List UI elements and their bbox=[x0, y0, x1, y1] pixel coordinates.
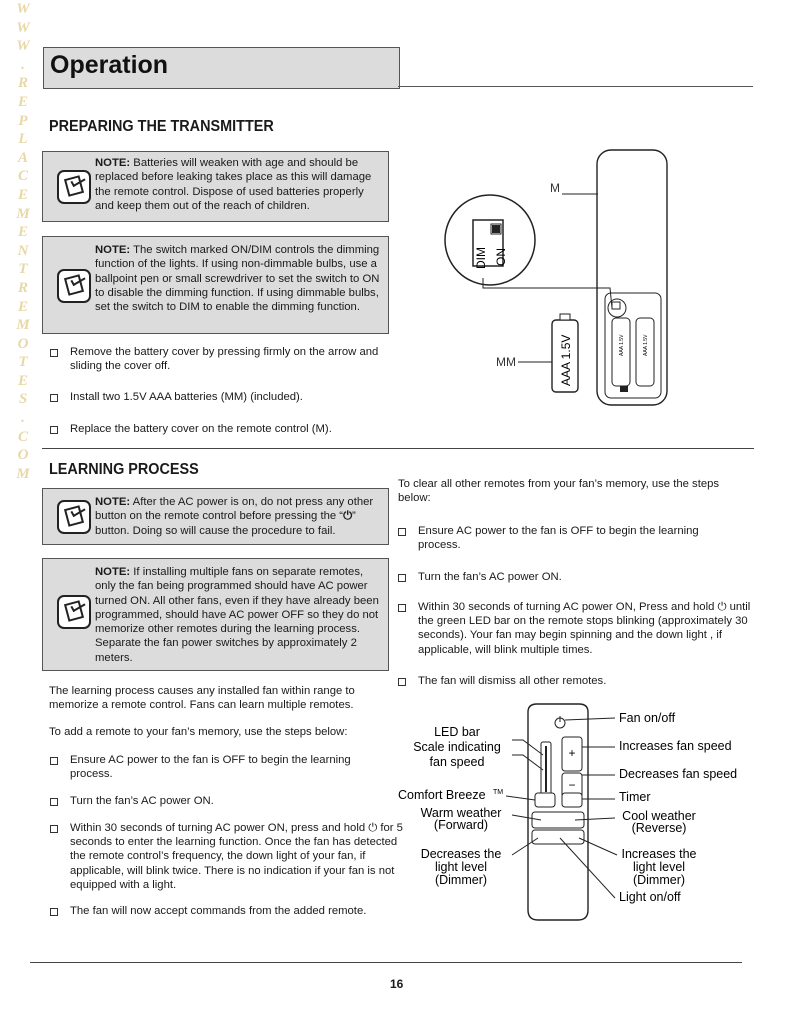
watermark-letter: E bbox=[17, 372, 28, 389]
watermark-letter: L bbox=[18, 131, 28, 148]
note-ac-power: NOTE: After the AC power is on, do not press any other button on the remote control before pressing the “⏻” button. Doing so will cause the procedure to fail. bbox=[42, 488, 389, 545]
label-cool-weather: Cool weather bbox=[622, 809, 696, 823]
watermark-letter: C bbox=[17, 168, 28, 185]
label-m: M bbox=[550, 181, 560, 195]
step-replace-cover: Replace the battery cover on the remote control (M). bbox=[50, 422, 410, 436]
footer-rule bbox=[30, 962, 742, 963]
label-timer: Timer bbox=[619, 790, 651, 804]
watermark-letter: . bbox=[21, 410, 25, 427]
clear-step-1: Ensure AC power to the fan is OFF to begin the learning process. bbox=[398, 524, 738, 552]
clear-step-2: Turn the fan’s AC power ON. bbox=[398, 570, 738, 584]
add-step-3: Within 30 seconds of turning AC power ON, press and hold ⏻ for 5 seconds to enter the learning function. Once the fan has detected the remote control’s frequency, the down light of your fan, if applicable, will blink twice. There is no indication if your fan is not equipped with a light. bbox=[50, 821, 412, 892]
watermark-letter: W bbox=[16, 1, 30, 17]
svg-text:−: − bbox=[568, 778, 576, 792]
watermark-letter: T bbox=[18, 354, 28, 371]
battery-small-label: AAA 1.5V bbox=[643, 334, 649, 356]
clear-step-4: The fan will dismiss all other remotes. bbox=[398, 674, 738, 688]
note-icon bbox=[57, 500, 91, 534]
clear-remotes-intro: To clear all other remotes from your fan’s memory, use the steps below: bbox=[398, 478, 720, 505]
label-inc-speed: Increases fan speed bbox=[619, 739, 732, 753]
label-comfort-tm: TM bbox=[493, 789, 504, 796]
label-led-bar: LED bar bbox=[434, 725, 480, 739]
watermark-letter: A bbox=[17, 149, 28, 166]
add-step-2: Turn the fan’s AC power ON. bbox=[50, 794, 390, 808]
switch-on-label: ON bbox=[494, 248, 508, 266]
label-mm: MM bbox=[496, 355, 516, 369]
note-multiple-fans: NOTE: If installing multiple fans on separate remotes, only the fan being programmed should have AC power turned ON. All other fans, even if they have already been programmed, should have AC power OFF so they do not memorize other remotes during the learning process. Separate the fan power switches by approximately 2 meters. bbox=[42, 558, 389, 671]
step-remove-cover: Remove the battery cover by pressing firmly on the arrow and sliding the cover off. bbox=[50, 345, 410, 373]
watermark-letter: N bbox=[17, 242, 29, 259]
label-light-onoff: Light on/off bbox=[619, 890, 681, 904]
label-inc-light-3: (Dimmer) bbox=[632, 873, 686, 887]
note-dim-switch: NOTE: The switch marked ON/DIM controls the dimming function of the lights. If using non-dimmable bulbs, use a ballpoint pen or small screwdriver to set the switch to ON to disable the dimming function. If using dimmable bulbs, set the switch to DIM to enable the dimming function. bbox=[42, 236, 389, 334]
label-dec-light-3: (Dimmer) bbox=[434, 873, 488, 887]
label-cool-reverse: (Reverse) bbox=[631, 821, 687, 835]
label-warm-weather: Warm weather bbox=[420, 806, 502, 820]
watermark-letter: M bbox=[16, 317, 30, 334]
label-dec-light-2: light level bbox=[434, 860, 488, 874]
page-title: Operation bbox=[50, 51, 169, 79]
battery-label: AAA 1.5V bbox=[559, 334, 573, 386]
header-rule bbox=[398, 86, 753, 87]
section-heading-learning: LEARNING PROCESS bbox=[49, 461, 199, 478]
label-inc-light-2: light level bbox=[632, 860, 686, 874]
watermark-letter: O bbox=[17, 447, 29, 464]
watermark-letter: . bbox=[21, 56, 25, 73]
watermark-letter: W bbox=[16, 19, 30, 36]
step-install-batteries: Install two 1.5V AAA batteries (MM) (included). bbox=[50, 390, 410, 404]
section-heading-preparing: PREPARING THE TRANSMITTER bbox=[49, 118, 274, 135]
watermark-letter: S bbox=[18, 391, 28, 408]
battery-small-label: AAA 1.5V bbox=[619, 334, 625, 356]
watermark-letter: E bbox=[17, 93, 28, 110]
note-icon bbox=[57, 170, 91, 204]
watermark-letter: C bbox=[17, 428, 28, 445]
label-dec-speed: Decreases fan speed bbox=[619, 767, 738, 781]
switch-dim-label: DIM bbox=[474, 247, 488, 269]
watermark-letter: M bbox=[16, 465, 30, 482]
watermark-letter: P bbox=[18, 112, 28, 129]
label-warm-forward: (Forward) bbox=[433, 818, 489, 832]
label-comfort-breeze: Comfort Breeze bbox=[398, 788, 486, 802]
watermark-letter: W bbox=[16, 38, 30, 55]
watermark bbox=[12, 0, 34, 483]
section-divider bbox=[42, 448, 754, 449]
svg-text:+: + bbox=[568, 746, 576, 760]
watermark-letter: O bbox=[17, 335, 29, 352]
watermark-letter: R bbox=[17, 75, 28, 92]
label-fan-onoff: Fan on/off bbox=[619, 711, 676, 725]
battery-figure bbox=[440, 148, 680, 408]
remote-diagram bbox=[395, 700, 755, 930]
label-scale-2: fan speed bbox=[429, 755, 485, 769]
page-number: 16 bbox=[390, 977, 404, 991]
note-icon bbox=[57, 595, 91, 629]
add-step-4: The fan will now accept commands from the added remote. bbox=[50, 904, 390, 918]
watermark-letter: E bbox=[17, 224, 28, 241]
watermark-letter: T bbox=[18, 261, 28, 278]
watermark-letter: M bbox=[16, 205, 30, 222]
note-icon bbox=[57, 269, 91, 303]
watermark-letter: E bbox=[17, 186, 28, 203]
label-scale: Scale indicating bbox=[413, 740, 501, 754]
watermark-letter: R bbox=[17, 279, 28, 296]
clear-step-3: Within 30 seconds of turning AC power ON, Press and hold ⏻ until the green LED bar on the remote stops blinking (approximately 30 seconds). Your fan may begin spinning and the down light , if applicable, will blink multiple times. bbox=[398, 600, 758, 657]
label-inc-light: Increases the bbox=[621, 847, 697, 861]
label-dec-light: Decreases the bbox=[420, 847, 502, 861]
add-remote-intro: To add a remote to your fan’s memory, use the steps below: bbox=[49, 726, 348, 738]
power-icon: ⏻ bbox=[343, 510, 352, 523]
learning-intro: The learning process causes any installed fan within range to memorize a remote control. Fans can learn multiple remotes. bbox=[49, 685, 355, 712]
add-step-1: Ensure AC power to the fan is OFF to begin the learning process. bbox=[50, 753, 390, 781]
watermark-letter: E bbox=[17, 298, 28, 315]
note-batteries: NOTE: Batteries will weaken with age and should be replaced before leaking takes place as this will damage the remote control. Dispose of used batteries properly and keep them out of the reach of children. bbox=[42, 151, 389, 222]
